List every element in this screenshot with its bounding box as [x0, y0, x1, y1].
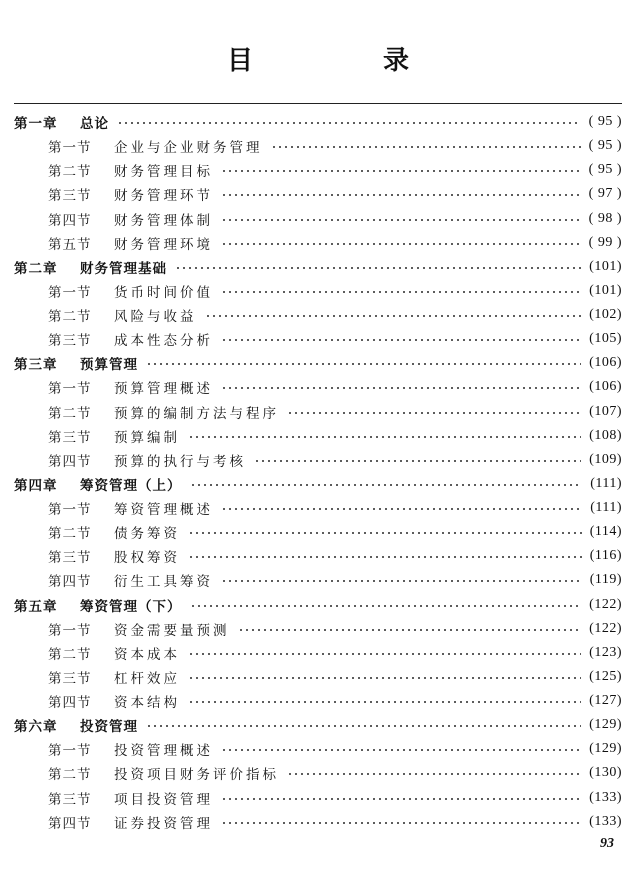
- toc-section-entry: [14, 737, 622, 761]
- entry-number: 第一节: [48, 284, 92, 301]
- dot-leader: [175, 267, 581, 269]
- toc-chapter-entry: [14, 713, 622, 737]
- toc-chapter-entry: [14, 593, 622, 617]
- entry-number: 第四节: [48, 695, 92, 712]
- dot-leader: [221, 243, 581, 245]
- entry-number: 第三节: [48, 188, 92, 205]
- dot-leader: [221, 580, 582, 582]
- dot-leader: [188, 556, 582, 558]
- dot-leader: [221, 749, 581, 751]
- entry-title: 预算的编制方法与程序: [114, 405, 279, 422]
- toc-section-entry: [14, 544, 622, 568]
- toc-chapter-entry: [14, 472, 622, 496]
- entry-page-number: (129): [589, 741, 622, 757]
- dot-leader: [117, 122, 581, 124]
- entry-title: 总论: [80, 116, 109, 133]
- entry-title: 风险与收益: [114, 309, 197, 326]
- entry-number: 第二节: [48, 646, 92, 663]
- dot-leader: [146, 725, 581, 727]
- entry-number: 第一节: [48, 622, 92, 639]
- entry-title: 财务管理环节: [114, 188, 213, 205]
- entry-number: 第二节: [48, 309, 92, 326]
- entry-number: 第一章: [14, 116, 58, 133]
- toc-section-entry: [14, 400, 622, 424]
- entry-number: 第四节: [48, 212, 92, 229]
- entry-page-number: (105): [589, 331, 622, 347]
- toc-section-entry: [14, 617, 622, 641]
- dot-leader: [190, 484, 583, 486]
- toc-section-entry: [14, 303, 622, 327]
- entry-page-number: (111): [590, 500, 622, 516]
- entry-page-number: (107): [589, 403, 622, 419]
- entry-page-number: (106): [589, 355, 622, 371]
- dot-leader: [146, 363, 581, 365]
- toc-chapter-entry: [14, 351, 622, 375]
- entry-page-number: (101): [589, 282, 622, 298]
- entry-title: 杠杆效应: [114, 670, 180, 687]
- toc-section-entry: [14, 689, 622, 713]
- toc-section-entry: [14, 786, 622, 810]
- dot-leader: [190, 605, 582, 607]
- dot-leader: [221, 508, 582, 510]
- entry-title: 项目投资管理: [114, 791, 213, 808]
- entry-title: 企业与企业财务管理: [114, 140, 263, 157]
- entry-number: 第一节: [48, 502, 92, 519]
- entry-page-number: (108): [589, 427, 622, 443]
- toc-section-entry: [14, 158, 622, 182]
- entry-page-number: ( 95 ): [588, 114, 622, 130]
- entry-number: 第三章: [14, 357, 58, 374]
- dot-leader: [188, 701, 581, 703]
- entry-number: 第三节: [48, 550, 92, 567]
- entry-number: 第三节: [48, 670, 92, 687]
- entry-title: 财务管理目标: [114, 164, 213, 181]
- entry-number: 第六章: [14, 719, 58, 736]
- dot-leader: [287, 773, 581, 775]
- entry-number: 第二节: [48, 164, 92, 181]
- toc-section-entry: [14, 327, 622, 351]
- dot-leader: [188, 436, 581, 438]
- entry-title: 筹资管理（上）: [80, 477, 182, 494]
- entry-page-number: (129): [589, 717, 622, 733]
- toc-section-entry: [14, 496, 622, 520]
- entry-number: 第三节: [48, 333, 92, 350]
- toc-section-entry: [14, 810, 622, 834]
- entry-page-number: ( 95 ): [588, 138, 622, 154]
- entry-title: 财务管理体制: [114, 212, 213, 229]
- entry-title: 衍生工具筹资: [114, 574, 213, 591]
- page-number: 93: [600, 836, 614, 851]
- entry-page-number: (101): [589, 258, 622, 274]
- dot-leader: [238, 629, 582, 631]
- entry-number: 第一节: [48, 140, 92, 157]
- entry-number: 第二节: [48, 767, 92, 784]
- entry-number: 第二节: [48, 526, 92, 543]
- entry-title: 财务管理环境: [114, 236, 213, 253]
- entry-title: 证券投资管理: [114, 815, 213, 832]
- entry-page-number: (122): [589, 596, 622, 612]
- toc-section-entry: [14, 641, 622, 665]
- entry-number: 第三节: [48, 429, 92, 446]
- entry-number: 第四节: [48, 574, 92, 591]
- dot-leader: [205, 315, 582, 317]
- dot-leader: [221, 822, 581, 824]
- entry-title: 投资管理: [80, 719, 138, 736]
- toc-section-entry: [14, 424, 622, 448]
- entry-title: 资本成本: [114, 646, 180, 663]
- entry-title: 投资管理概述: [114, 743, 213, 760]
- entry-page-number: (102): [589, 307, 622, 323]
- dot-leader: [221, 291, 581, 293]
- entry-title: 筹资管理概述: [114, 502, 213, 519]
- entry-page-number: (133): [589, 789, 622, 805]
- toc-chapter-entry: [14, 255, 622, 279]
- entry-page-number: (123): [589, 644, 622, 660]
- entry-number: 第一节: [48, 743, 92, 760]
- entry-title: 资金需要量预测: [114, 622, 230, 639]
- dot-leader: [221, 194, 581, 196]
- toc-section-entry: [14, 375, 622, 399]
- entry-page-number: (133): [589, 813, 622, 829]
- dot-leader: [188, 653, 581, 655]
- entry-number: 第四节: [48, 453, 92, 470]
- table-of-contents: [14, 110, 622, 834]
- dot-leader: [188, 677, 581, 679]
- entry-page-number: (106): [589, 379, 622, 395]
- dot-leader: [221, 387, 581, 389]
- entry-page-number: ( 99 ): [588, 234, 622, 250]
- dot-leader: [287, 412, 581, 414]
- entry-page-number: (111): [590, 475, 622, 491]
- entry-title: 预算的执行与考核: [114, 453, 246, 470]
- dot-leader: [254, 460, 581, 462]
- entry-title: 股权筹资: [114, 550, 180, 567]
- toc-section-entry: [14, 448, 622, 472]
- entry-page-number: (122): [589, 620, 622, 636]
- entry-title: 货币时间价值: [114, 284, 213, 301]
- entry-page-number: (125): [589, 668, 622, 684]
- dot-leader: [188, 532, 582, 534]
- entry-page-number: (114): [589, 524, 622, 540]
- dot-leader: [221, 170, 581, 172]
- entry-page-number: (130): [589, 765, 622, 781]
- entry-number: 第二节: [48, 405, 92, 422]
- entry-title: 成本性态分析: [114, 333, 213, 350]
- entry-number: 第二章: [14, 260, 58, 277]
- dot-leader: [221, 798, 581, 800]
- dot-leader: [221, 339, 581, 341]
- toc-section-entry: [14, 231, 622, 255]
- entry-title: 资本结构: [114, 695, 180, 712]
- entry-number: 第四节: [48, 815, 92, 832]
- toc-section-entry: [14, 279, 622, 303]
- page-title: 目 录: [226, 46, 461, 76]
- entry-title: 预算管理: [80, 357, 138, 374]
- toc-section-entry: [14, 665, 622, 689]
- entry-page-number: ( 97 ): [588, 186, 622, 202]
- toc-chapter-entry: [14, 110, 622, 134]
- entry-page-number: ( 95 ): [588, 162, 622, 178]
- entry-number: 第五节: [48, 236, 92, 253]
- entry-page-number: (127): [589, 693, 622, 709]
- entry-number: 第三节: [48, 791, 92, 808]
- toc-section-entry: [14, 520, 622, 544]
- toc-section-entry: [14, 207, 622, 231]
- toc-section-entry: [14, 761, 622, 785]
- entry-page-number: ( 98 ): [588, 210, 622, 226]
- entry-title: 投资项目财务评价指标: [114, 767, 279, 784]
- entry-page-number: (109): [589, 451, 622, 467]
- entry-title: 预算管理概述: [114, 381, 213, 398]
- entry-page-number: (116): [589, 548, 622, 564]
- entry-number: 第一节: [48, 381, 92, 398]
- entry-title: 债务筹资: [114, 526, 180, 543]
- entry-page-number: (119): [589, 572, 622, 588]
- entry-title: 预算编制: [114, 429, 180, 446]
- toc-section-entry: [14, 568, 622, 592]
- entry-number: 第五章: [14, 598, 58, 615]
- dot-leader: [221, 219, 581, 221]
- entry-title: 筹资管理（下）: [80, 598, 182, 615]
- entry-title: 财务管理基础: [80, 260, 167, 277]
- dot-leader: [271, 146, 581, 148]
- entry-number: 第四章: [14, 477, 58, 494]
- title-rule: [14, 103, 622, 104]
- toc-section-entry: [14, 182, 622, 206]
- toc-section-entry: [14, 134, 622, 158]
